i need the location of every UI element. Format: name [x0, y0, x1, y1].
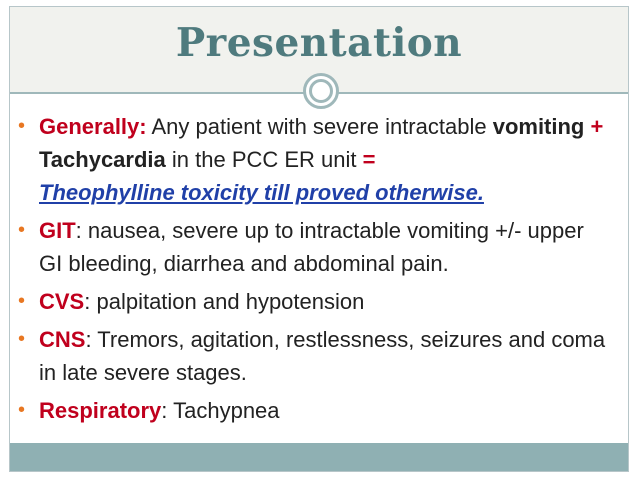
bullet-dot-icon: • — [18, 115, 26, 137]
footer-band — [10, 443, 628, 471]
bullet-text: : nausea, severe up to intractable vomiting +/- upper GI bleeding, diarrhea and abdominal pain. — [39, 218, 584, 276]
bullet-list — [18, 110, 608, 432]
bullet-keyword: GIT — [39, 218, 76, 243]
bullet-text: in the PCC ER unit — [165, 147, 363, 172]
bullet-keyword: CVS — [39, 289, 85, 314]
bullet-keyword: Respiratory — [39, 398, 162, 423]
bullet-dot-icon: • — [18, 399, 26, 421]
conclusion-text: Theophylline toxicity till proved otherwise. — [39, 180, 484, 205]
equals-sign: = — [362, 147, 376, 172]
circle-ornament-inner — [309, 79, 333, 103]
bullet-keyword: CNS — [39, 327, 86, 352]
bullet-git — [18, 214, 608, 280]
bullet-respiratory — [18, 394, 608, 427]
bullet-text: : Tremors, agitation, restlessness, seizures and coma in late severe stages. — [39, 327, 606, 385]
circle-ornament-icon — [303, 73, 339, 109]
bullet-cvs — [18, 285, 608, 318]
bullet-dot-icon: • — [18, 290, 26, 312]
bullet-text: : Tachypnea — [161, 398, 280, 423]
bullet-bold-term: Tachycardia — [39, 147, 166, 172]
bullet-cns — [18, 323, 608, 389]
bullet-generally — [18, 110, 608, 209]
bullet-dot-icon: • — [18, 328, 26, 350]
bullet-dot-icon: • — [18, 219, 26, 241]
slide-title: Presentation — [175, 20, 463, 66]
bullet-text: : palpitation and hypotension — [84, 289, 365, 314]
bullet-text: Any patient with severe intractable — [146, 114, 493, 139]
bullet-keyword: Generally: — [39, 114, 147, 139]
bullet-bold-term: vomiting — [492, 114, 585, 139]
plus-sign: + — [584, 114, 604, 139]
